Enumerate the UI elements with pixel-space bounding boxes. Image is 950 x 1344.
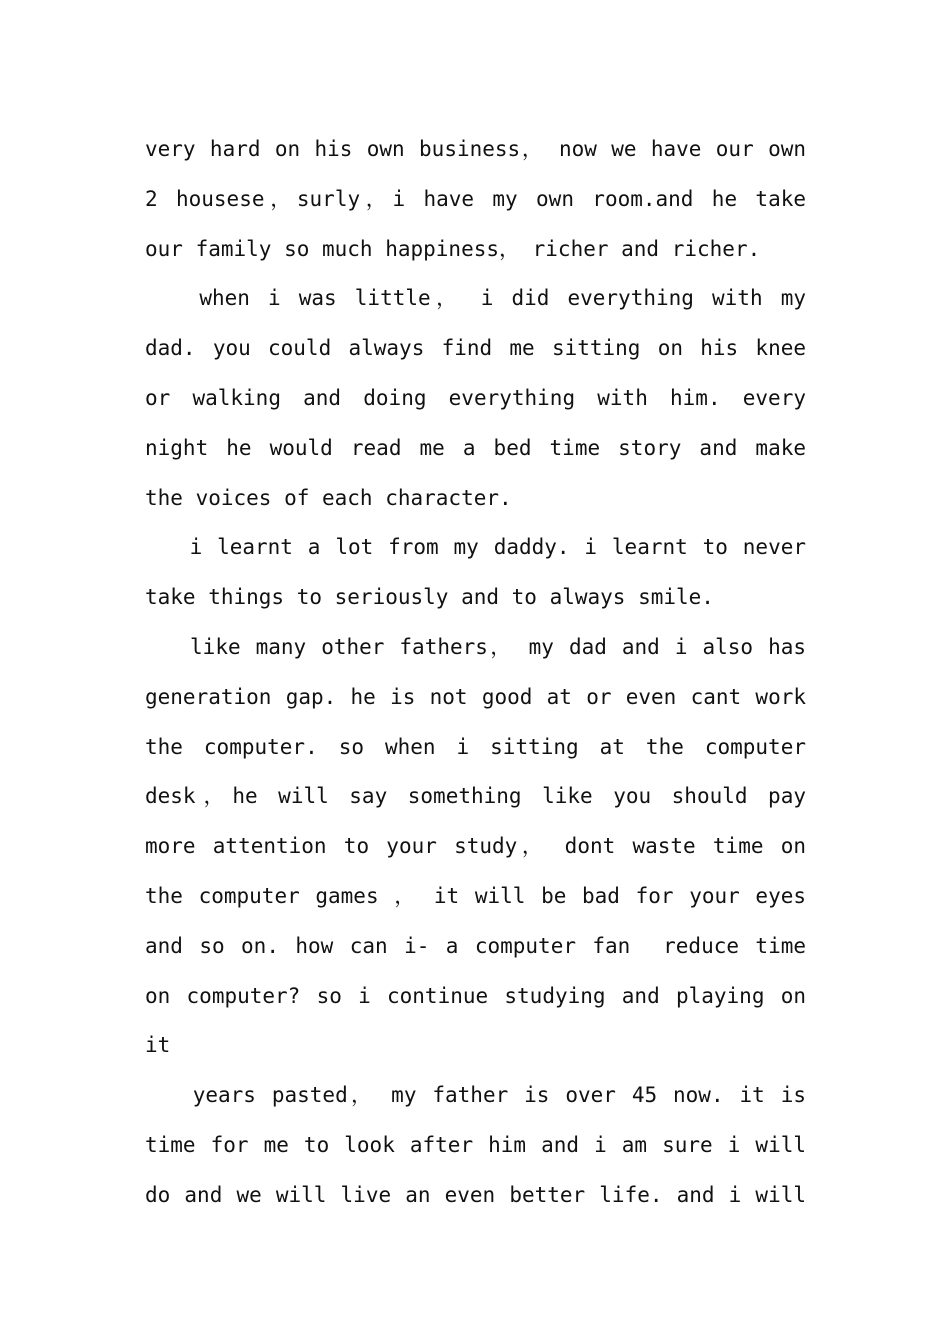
text-line: like many other fathers， my dad and i also has [145,634,806,659]
text-line: on computer? so i continue studying and playing on [145,983,806,1008]
text-line: or walking and doing everything with him. every [145,385,806,410]
text-line: take things to seriously and to always smile. [145,585,714,610]
text-line: years pasted， my father is over 45 now. it is [145,1083,806,1108]
text-line: the computer games ， it will be bad for your eyes [145,883,806,908]
text-line: when i was little， i did everything with my [145,286,806,311]
text-line: i learnt a lot from my daddy. i learnt to never [145,535,806,560]
text-line: generation gap. he is not good at or even cant work [145,684,806,709]
text-line: it [145,1033,171,1058]
text-line: our family so much happiness， richer and richer. [145,236,761,261]
text-line: dad. you could always find me sitting on his knee [145,336,806,361]
text-line: more attention to your study， dont waste time on [145,834,806,859]
text-line: desk，he will say something like you should pay [145,784,806,809]
text-line: night he would read me a bed time story and make [145,435,806,460]
text-line: do and we will live an even better life. and i will [145,1182,806,1207]
text-line: the voices of each character. [145,485,512,510]
text-line: 2 housese，surly，i have my own room.and he take [145,186,806,211]
body-text [145,125,806,1221]
text-line: time for me to look after him and i am sure i will [145,1132,806,1157]
text-line: and so on. how can i- a computer fan reduce time [145,933,806,958]
text-line: very hard on his own business， now we have our own [145,137,806,161]
text-line: the computer. so when i sitting at the computer [145,734,806,759]
